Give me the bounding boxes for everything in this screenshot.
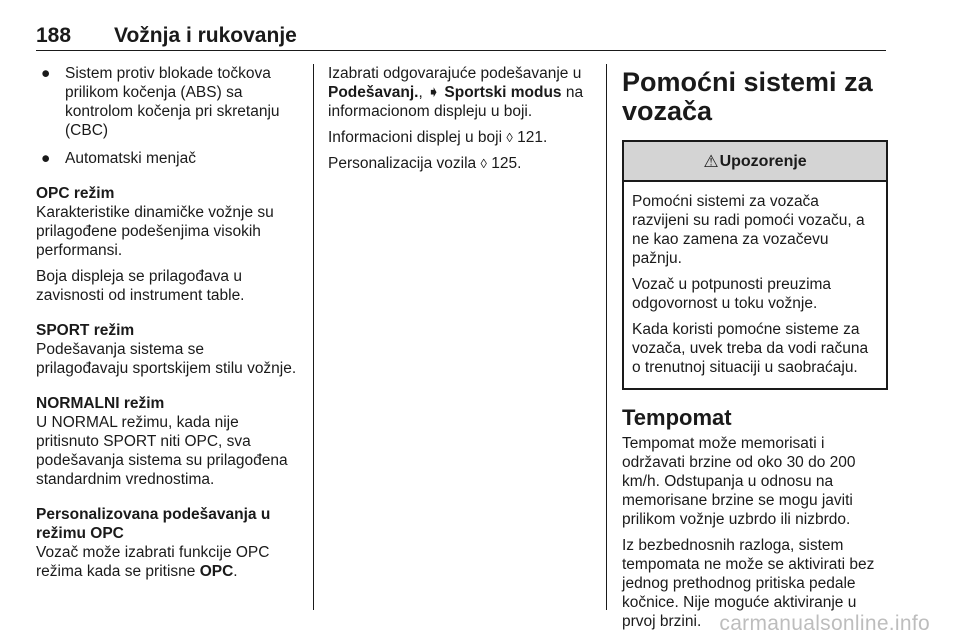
warning-icon: ⚠ [703,151,719,171]
warning-header [624,142,886,182]
paragraph: Vozač može izabrati funkcije OPC režima kada se pritisne OPC. [36,544,270,580]
paragraph: Personalizacija vozila ◊ 125. [328,155,522,172]
paragraph: Podešavanja sistema se prilagođavaju sportskijem stilu vožnje. [36,341,297,377]
paragraph: Informacioni displej u boji ◊ 121. [328,129,548,146]
section-personalized [36,505,300,581]
paragraph: Vozač u potpunosti preuzima odgovornost u toku vožnje. [632,276,832,312]
paragraph: Kada koristi pomoćne sisteme za vozača, uvek treba da vodi računa o trenutnoj situaciji u saobraćaju. [632,321,869,376]
bullet-icon: ● [41,150,51,167]
page-number: 188 [36,24,72,47]
list-item: ● Sistem protiv blokade točkova prilikom kočenja (ABS) sa kontrolom kočenja pri skretanju (CBC) [41,65,280,139]
warning-box [622,140,888,390]
page-ref-icon: ◊ [506,130,513,145]
section-heading: NORMALNI režim [36,395,165,412]
column-divider [313,64,314,610]
watermark: carmanualsonline.info [719,612,930,635]
section-heading: SPORT režim [36,322,135,339]
warning-label: Upozorenje [719,152,807,170]
paragraph: Iz bezbednosnih razloga, sistem tempomata ne može se aktivirati bez jednog prethodnog pritiska pedale kočnice. Nije moguće aktiviranje u prvoj brzini. [622,537,875,630]
running-title: Vožnja i rukovanje [114,24,297,47]
page-ref-icon: ◊ [480,156,487,171]
opc-button-ref: OPC [199,563,234,580]
page-ref[interactable]: 125. [491,155,522,172]
section-sport [36,321,300,378]
menu-settings-ref: Podešavanj. [328,84,419,101]
column-left [36,64,300,597]
paragraph: Karakteristike dinamičke vožnje su prilagođene podešenjima visokih performansi. [36,204,274,259]
section-title: Tempomat [622,405,732,430]
warning-body [624,182,886,388]
chapter-title: Pomoćni sistemi za vozača [622,67,873,126]
sport-mode-ref: Sportski modus [444,84,562,101]
section-heading: Personalizovana podešavanja u režimu OPC [36,506,271,542]
page-ref[interactable]: 121. [517,129,548,146]
header-rule [36,50,886,51]
section-normal [36,394,300,489]
paragraph: Boja displeja se prilagođava u zavisnosti od instrument table. [36,268,245,304]
column-middle [328,64,594,180]
paragraph: U NORMAL režimu, kada nije pritisnuto SPORT niti OPC, sva podešavanja sistema su prilagođena standardnim vrednostima. [36,414,288,488]
paragraph: Izabrati odgovarajuće podešavanje u Podešavanj., ➧ Sportski modus na informacionom displeju u boji. [328,65,584,120]
section-opc [36,184,300,305]
list-item: ● Automatski menjač [41,150,196,167]
paragraph: Tempomat može memorisati i održavati brzine od oko 30 do 200 km/h. Odstupanja u odnosu na memorisane brzine se mogu javiti prilikom vožnje uzbrdo ili nizbrdo. [622,435,856,528]
menu-arrow-icon: ➧ [427,84,441,101]
bullet-list [36,64,300,168]
bullet-icon: ● [41,65,51,82]
column-right [622,64,888,638]
column-divider [606,64,607,610]
paragraph: Pomoćni sistemi za vozača razvijeni su radi pomoći vozaču, a ne kao zamena za vozačevu pažnju. [632,193,865,267]
section-heading: OPC režim [36,185,115,202]
